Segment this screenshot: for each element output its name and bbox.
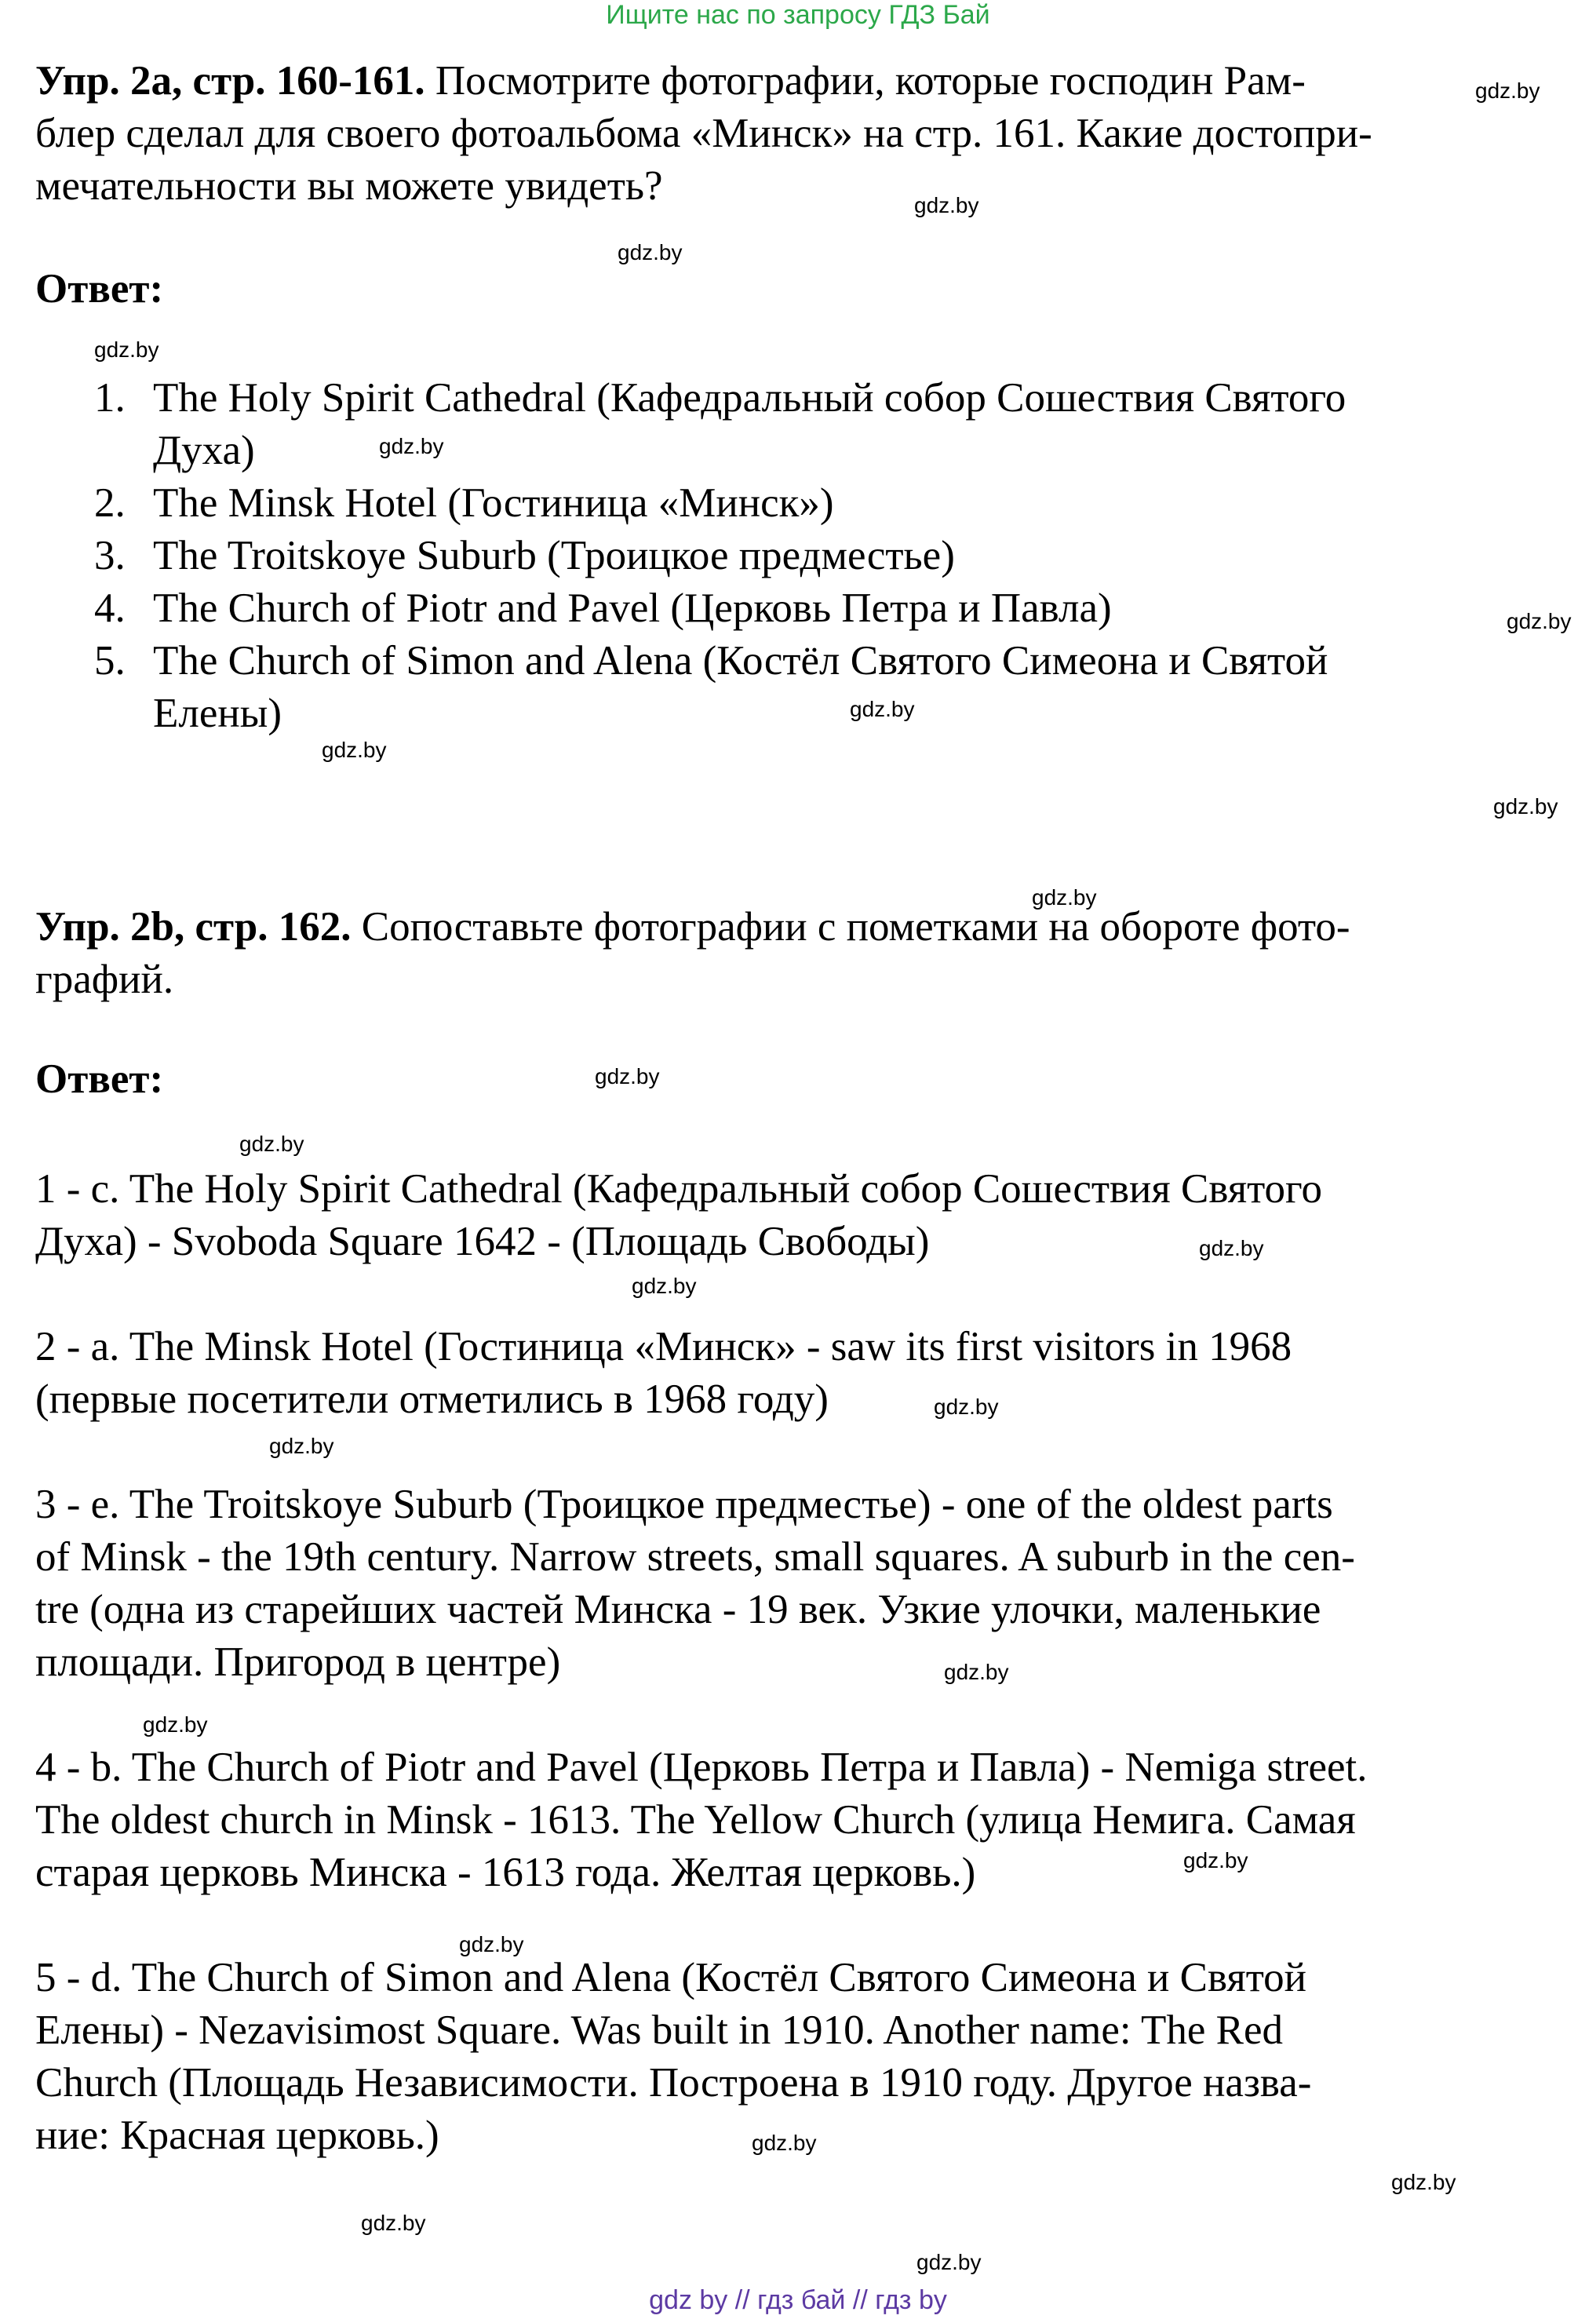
- watermark: gdz.by: [1032, 885, 1097, 910]
- watermark: gdz.by: [632, 1274, 697, 1298]
- ex2-line-1: [35, 901, 1350, 953]
- watermark: gdz.by: [850, 697, 915, 721]
- answer-line: 1 - c. The Holy Spirit Cathedral (Кафедральный собор Сошествия Святого: [35, 1166, 1322, 1212]
- watermark: gdz.by: [94, 337, 159, 362]
- list-item-text: Духа): [153, 428, 255, 473]
- list-item-number: 1.: [94, 375, 126, 421]
- answer-line: tre (одна из старейших частей Минска - 19 век. Узкие улочки, маленькие: [35, 1587, 1321, 1632]
- watermark: gdz.by: [618, 240, 683, 264]
- watermark: gdz.by: [1475, 78, 1540, 103]
- list-item-number: 2.: [94, 480, 126, 526]
- answer-line: Духа) - Svoboda Square 1642 - (Площадь Свободы): [35, 1219, 930, 1264]
- watermark: gdz.by: [914, 193, 979, 217]
- watermark: gdz.by: [944, 1660, 1009, 1684]
- list-item-text: The Holy Spirit Cathedral (Кафедральный собор Сошествия Святого: [153, 375, 1346, 421]
- ex1-question-1: Посмотрите фотографии, которые господин Рам-: [435, 58, 1306, 104]
- answer-line: старая церковь Минска - 1613 года. Желтая церковь.): [35, 1850, 976, 1895]
- watermark: gdz.by: [1199, 1236, 1264, 1260]
- watermark: gdz.by: [269, 1434, 334, 1458]
- list-item-number: 5.: [94, 638, 126, 684]
- ex1-question-3: мечательности вы можете увидеть?: [35, 163, 663, 209]
- answer-line: Church (Площадь Независимости. Построена в 1910 году. Другое назва-: [35, 2060, 1312, 2106]
- answer-line: ние: Красная церковь.): [35, 2113, 439, 2158]
- ex1-answer-heading: Ответ:: [35, 266, 164, 312]
- watermark: gdz.by: [1183, 1848, 1248, 1872]
- watermark: gdz.by: [1507, 609, 1572, 633]
- answer-line: площади. Пригород в центре): [35, 1639, 561, 1685]
- watermark: gdz.by: [916, 2250, 982, 2274]
- answer-line: The oldest church in Minsk - 1613. The Yellow Church (улица Немига. Самая: [35, 1797, 1356, 1843]
- ex1-question-2: блер сделал для своего фотоальбома «Минск» на стр. 161. Какие достопри-: [35, 111, 1372, 156]
- watermark: gdz.by: [379, 434, 444, 458]
- answer-line: 3 - e. The Troitskoye Suburb (Троицкое предместье) - one of the oldest parts: [35, 1482, 1333, 1527]
- answer-line: (первые посетители отметились в 1968 году): [35, 1376, 829, 1422]
- ex2-label: Упр. 2b, стр. 162.: [35, 904, 352, 950]
- ex1-line-1: [35, 55, 1306, 108]
- watermark: gdz.by: [361, 2211, 426, 2235]
- watermark: gdz.by: [322, 738, 387, 762]
- ex1-label: Упр. 2a, стр. 160-161.: [35, 58, 425, 104]
- list-item-text: The Church of Piotr and Pavel (Церковь Петра и Павла): [153, 585, 1112, 631]
- answer-line: 2 - a. The Minsk Hotel (Гостиница «Минск» - saw its first visitors in 1968: [35, 1324, 1292, 1369]
- watermark: gdz.by: [1391, 2170, 1456, 2194]
- list-item-number: 4.: [94, 585, 126, 631]
- watermark: gdz.by: [752, 2131, 817, 2155]
- answer-line: Елены) - Nezavisimost Square. Was built in 1910. Another name: The Red: [35, 2007, 1283, 2053]
- top-banner: Ищите нас по запросу ГДЗ Бай: [606, 0, 990, 30]
- list-item-number: 3.: [94, 533, 126, 578]
- ex2-answer-heading: Ответ:: [35, 1056, 164, 1102]
- list-item-text: The Troitskoye Suburb (Троицкое предместье): [153, 533, 955, 578]
- watermark: gdz.by: [934, 1395, 999, 1419]
- answer-line: of Minsk - the 19th century. Narrow streets, small squares. A suburb in the cen-: [35, 1534, 1355, 1580]
- list-item-text: The Minsk Hotel (Гостиница «Минск»): [153, 480, 834, 526]
- footer-links: gdz by // гдз бай // гдз by: [649, 2285, 947, 2315]
- ex2-question-2: графий.: [35, 957, 174, 1002]
- list-item-text: Елены): [153, 691, 282, 736]
- ex2-question-1: Сопоставьте фотографии с пометками на обороте фото-: [361, 904, 1350, 950]
- watermark: gdz.by: [239, 1132, 304, 1156]
- watermark: gdz.by: [143, 1712, 208, 1737]
- list-item-text: The Church of Simon and Alena (Костёл Святого Симеона и Святой: [153, 638, 1328, 684]
- watermark: gdz.by: [595, 1064, 660, 1088]
- watermark: gdz.by: [1493, 794, 1558, 819]
- watermark: gdz.by: [459, 1932, 524, 1956]
- answer-line: 4 - b. The Church of Piotr and Pavel (Церковь Петра и Павла) - Nemiga street.: [35, 1745, 1368, 1790]
- answer-line: 5 - d. The Church of Simon and Alena (Костёл Святого Симеона и Святой: [35, 1955, 1307, 2000]
